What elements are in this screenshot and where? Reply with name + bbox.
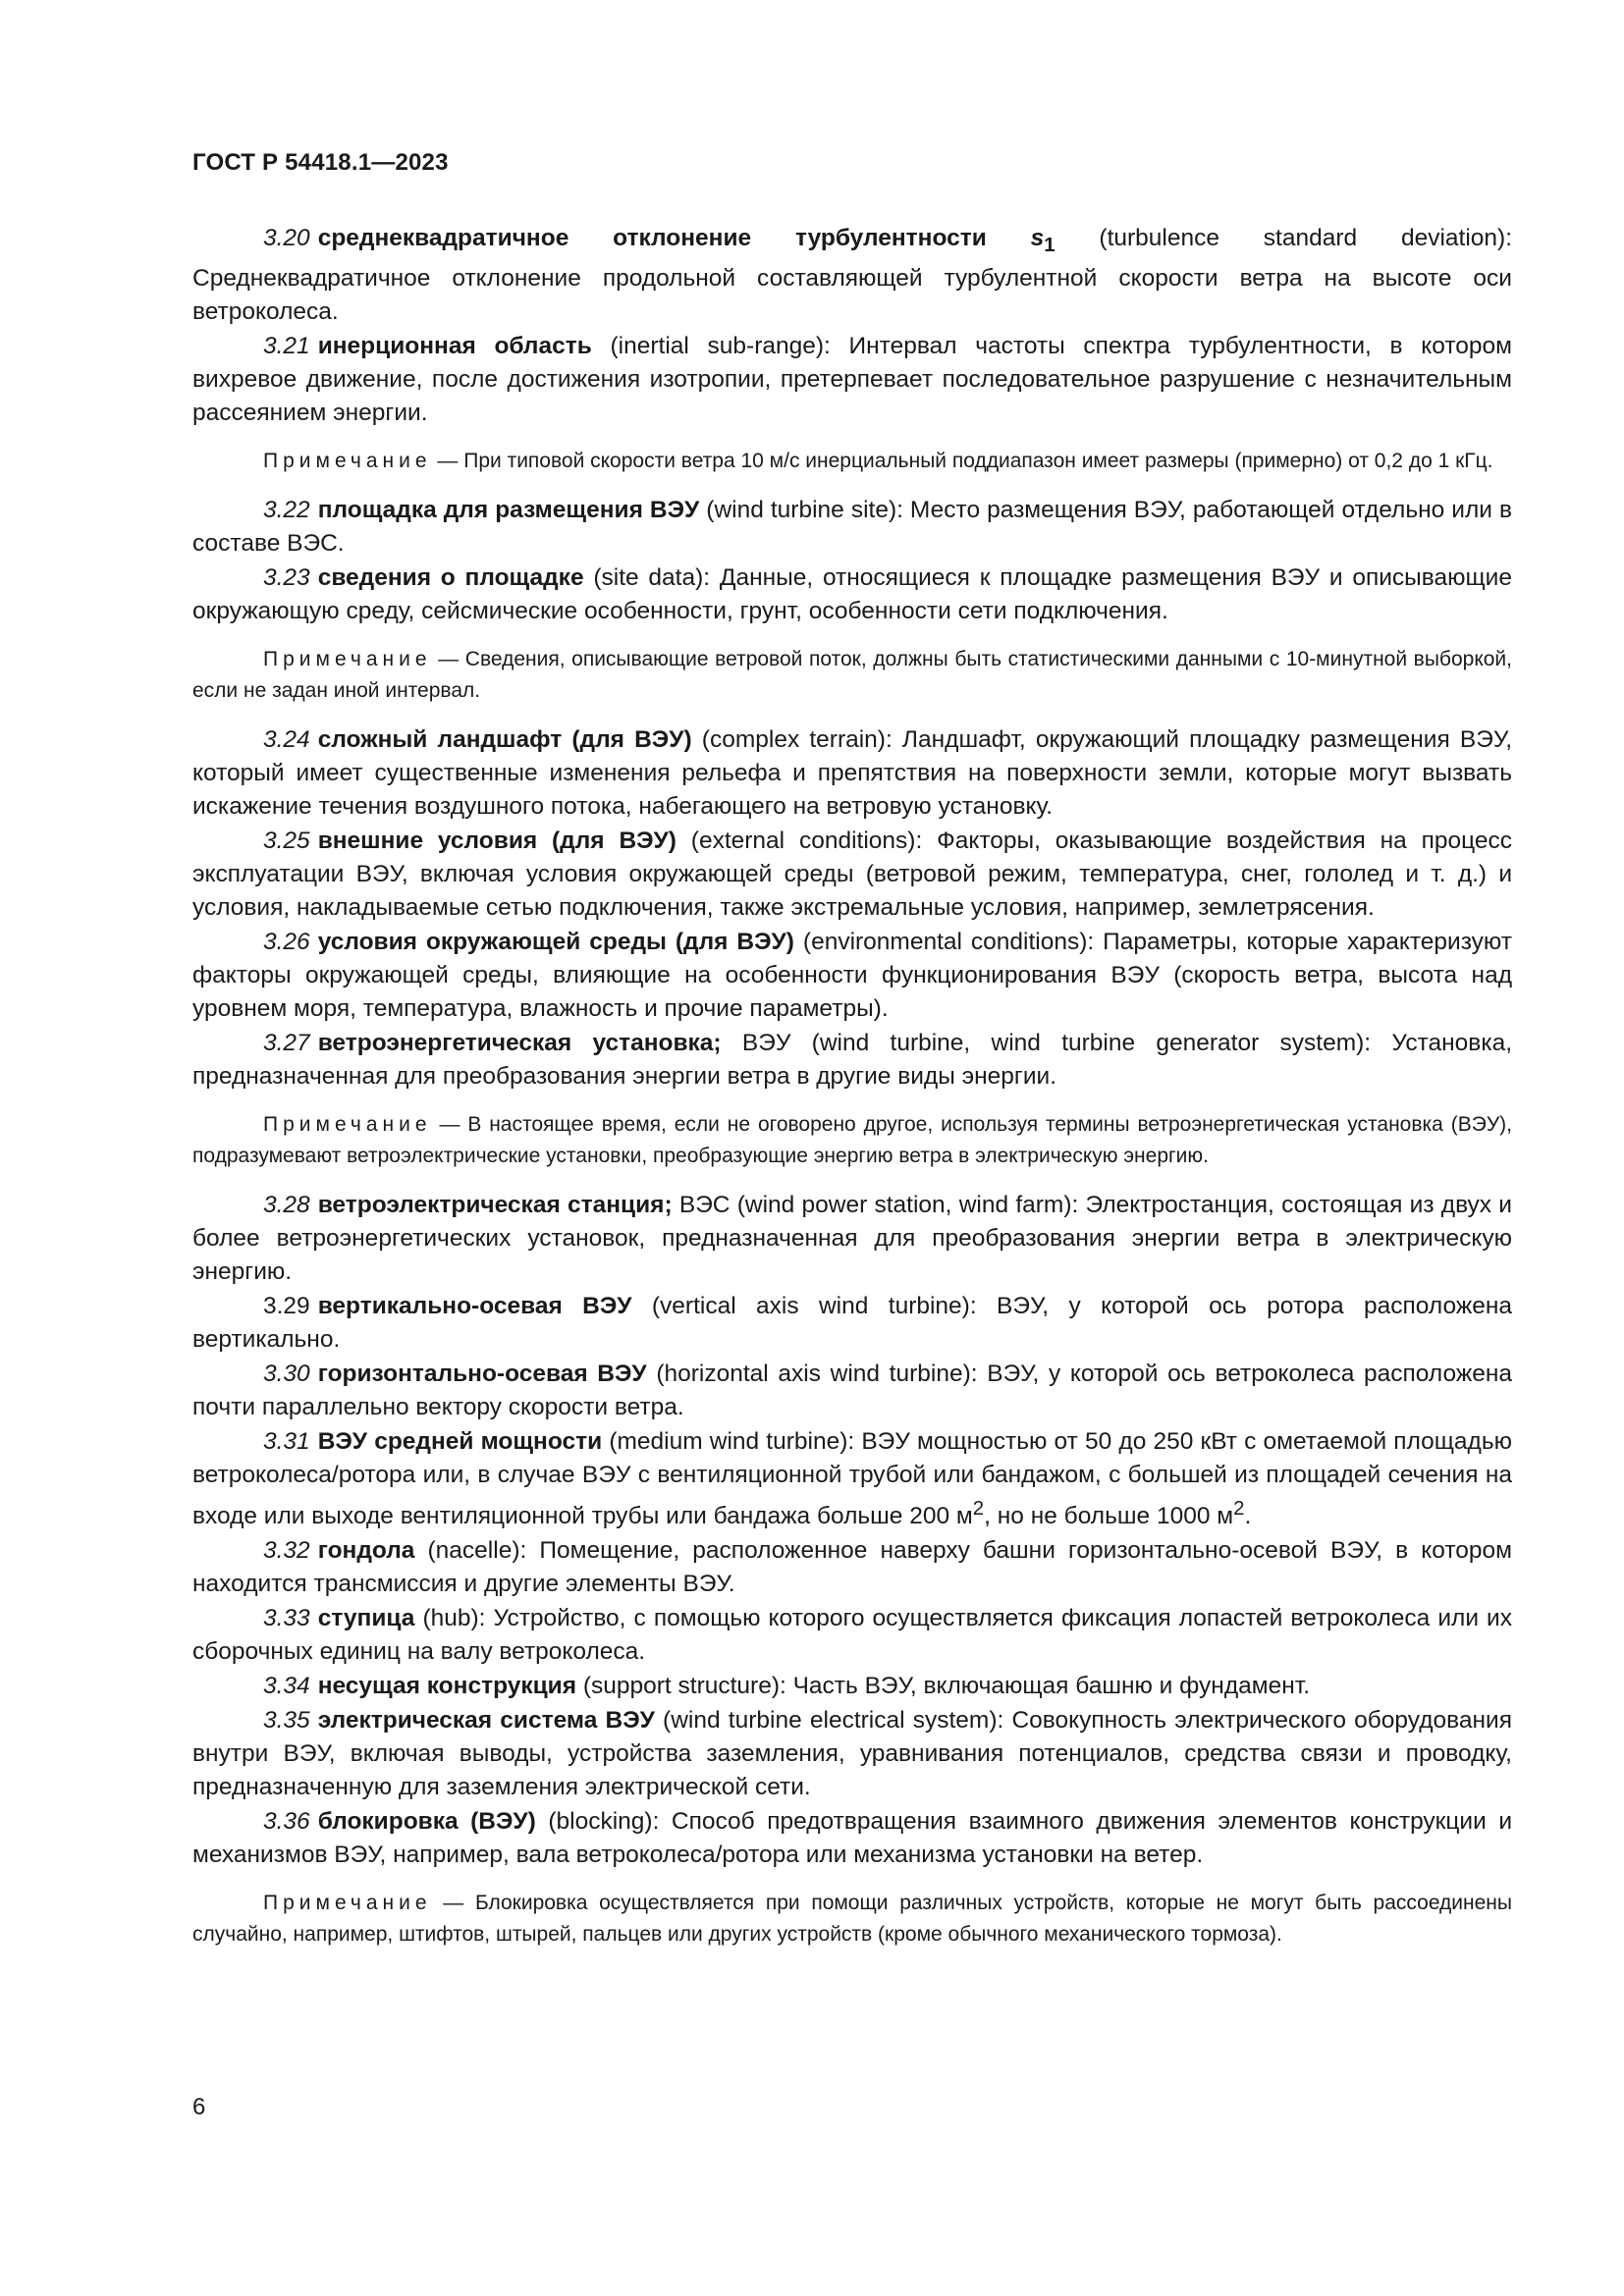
term-definition-cont: , но не больше 1000 м	[984, 1503, 1234, 1530]
note-text: — При типовой скорости ветра 10 м/с инерциальный поддиапазон имеет размеры (примерно) от 0,2 до 1 кГц.	[431, 449, 1493, 472]
note	[192, 1109, 1512, 1172]
term-number: 3.21	[263, 332, 310, 359]
term-entry	[192, 494, 1512, 561]
term-number: 3.24	[263, 725, 310, 753]
term-name: горизонтально-осевая ВЭУ	[317, 1360, 647, 1387]
term-entry	[192, 723, 1512, 824]
term-entry	[192, 825, 1512, 925]
term-name: несущая конструкция	[317, 1673, 577, 1700]
note	[192, 1888, 1512, 1950]
term-entry	[192, 1704, 1512, 1804]
note-label: Примечание	[263, 449, 432, 472]
term-definition: (horizontal axis wind turbine): ВЭУ, у которой ось ветроколеса расположена почти параллельно вектору скорости ветра.	[192, 1360, 1512, 1420]
term-number: 3.35	[263, 1707, 310, 1735]
term-definition: (wind turbine site): Место размещения ВЭУ, работающей отдельно или в составе ВЭС.	[192, 496, 1513, 557]
term-number: 3.31	[263, 1427, 310, 1455]
note	[192, 644, 1512, 707]
term-number: 3.27	[263, 1029, 310, 1056]
term-symbol-subscript: 1	[1044, 234, 1056, 256]
term-definition-end: .	[1244, 1503, 1252, 1530]
term-definition: (turbulence standard deviation): Среднеквадратичное отклонение продольной составляющей турбулентной скорости ветра на высоте оси ветроколеса.	[192, 225, 1512, 325]
term-entry	[192, 1602, 1512, 1669]
note-label: Примечание	[263, 1112, 432, 1136]
term-entry	[192, 1189, 1512, 1289]
note-text: — Блокировка осуществляется при помощи различных устройств, которые не могут быть рассоединены случайно, например, штифтов, штырей, пальцев или других устройств (кроме обычного механического тормоза).	[192, 1892, 1512, 1947]
term-number: 3.22	[263, 496, 310, 523]
term-name: сведения о площадке	[317, 563, 584, 591]
term-definition: (blocking): Способ предотвращения взаимного движения элементов конструкции и механизмов ВЭУ, например, вала ветроколеса/ротора или механизма установки на ветер.	[192, 1808, 1513, 1869]
document-id-header: ГОСТ Р 54418.1—2023	[192, 149, 449, 176]
term-name: площадка для размещения ВЭУ	[317, 496, 700, 523]
term-definition: (support structure): Часть ВЭУ, включающая башню и фундамент.	[576, 1673, 1311, 1700]
terms-content	[192, 222, 1512, 1967]
term-definition: (wind turbine electrical system): Совокупность электрического оборудования внутри ВЭУ, включая выводы, устройства заземления, уравнивания потенциалов, средства связи и проводку, предназначенную для заземления электрической сети.	[192, 1707, 1512, 1801]
term-name: гондола	[317, 1537, 415, 1565]
term-entry	[192, 1290, 1512, 1357]
term-definition: ВЭУ (wind turbine, wind turbine generator system): Установка, предназначенная для преобразования энергии ветра в другие виды энергии.	[192, 1029, 1513, 1090]
note-text: — В настоящее время, если не оговорено другое, используя термины ветроэнергетическая установка (ВЭУ), подразумевают ветроэлектрические установки, преобразующие энергию ветра в электрическую энергию.	[192, 1112, 1512, 1167]
term-name: блокировка (ВЭУ)	[317, 1808, 536, 1836]
superscript: 2	[1233, 1497, 1245, 1520]
term-number: 3.29	[263, 1292, 310, 1319]
term-entry	[192, 1027, 1512, 1094]
term-name: ступица	[317, 1605, 415, 1632]
term-number: 3.36	[263, 1808, 310, 1836]
term-number: 3.20	[263, 225, 310, 251]
term-entry	[192, 1670, 1512, 1703]
term-name: электрическая система ВЭУ	[317, 1707, 655, 1735]
term-number: 3.26	[263, 928, 310, 955]
term-name: ветроэнергетическая установка;	[317, 1029, 722, 1056]
term-name: вертикально-осевая ВЭУ	[317, 1292, 632, 1319]
term-symbol-letter: s	[1030, 225, 1045, 251]
term-definition: (external conditions): Факторы, оказывающие воздействия на процесс эксплуатации ВЭУ, включая условия окружающей среды (ветровой режим, температура, снег, гололед и т. д.) и условия, накладываемые сетью подключения, также экстремальные условия, например, землетрясения.	[192, 827, 1512, 921]
term-name: среднеквадратичное отклонение турбулентности	[317, 225, 1031, 251]
term-number: 3.23	[263, 563, 310, 591]
term-definition: (hub): Устройство, с помощью которого осуществляется фиксация лопастей ветроколеса или их сборочных единиц на валу ветроколеса.	[192, 1605, 1512, 1666]
term-definition: (site data): Данные, относящиеся к площадке размещения ВЭУ и описывающие окружающую среду, сейсмические особенности, грунт, особенности сети подключения.	[192, 563, 1512, 624]
term-name: условия окружающей среды (для ВЭУ)	[317, 928, 794, 955]
term-name: инерционная область	[317, 332, 592, 359]
term-symbol	[1030, 225, 1056, 256]
term-entry	[192, 1805, 1512, 1872]
term-entry	[192, 926, 1512, 1026]
term-entry	[192, 1534, 1512, 1601]
term-number: 3.30	[263, 1360, 310, 1387]
term-definition: (complex terrain): Ландшафт, окружающий площадку размещения ВЭУ, который имеет существенные изменения рельефа и препятствия на поверхности земли, которые могут вызвать искажение течения воздушного потока, набегающего на ветровую установку.	[192, 725, 1512, 820]
note-label: Примечание	[263, 1892, 432, 1915]
note	[192, 446, 1512, 477]
term-number: 3.32	[263, 1537, 310, 1565]
term-entry	[192, 330, 1512, 430]
term-entry	[192, 222, 1512, 329]
term-entry	[192, 1425, 1512, 1533]
term-definition: (environmental conditions): Параметры, которые характеризуют факторы окружающей среды, влияющие на особенности функционирования ВЭУ (скорость ветра, высота над уровнем моря, температура, влажность и прочие параметры).	[192, 928, 1512, 1022]
term-name: ветроэлектрическая станция;	[317, 1191, 673, 1218]
superscript: 2	[972, 1497, 985, 1520]
term-name: сложный ландшафт (для ВЭУ)	[317, 725, 692, 753]
note-label: Примечание	[263, 647, 432, 670]
term-name: внешние условия (для ВЭУ)	[317, 827, 677, 854]
term-name: ВЭУ средней мощности	[317, 1427, 603, 1455]
term-number: 3.33	[263, 1605, 310, 1632]
term-definition: (nacelle): Помещение, расположенное наверху башни горизонтально-осевой ВЭУ, в котором находится трансмиссия и другие элементы ВЭУ.	[192, 1537, 1512, 1598]
term-number: 3.25	[263, 827, 310, 854]
note-text: — Сведения, описывающие ветровой поток, должны быть статистическими данными с 10-минутной выборкой, если не задан иной интервал.	[192, 647, 1512, 702]
term-entry	[192, 1358, 1512, 1424]
term-definition: (inertial sub-range): Интервал частоты спектра турбулентности, в котором вихревое движение, после достижения изотропии, претерпевает последовательное разрушение с незначительным рассеянием энергии.	[192, 332, 1512, 426]
term-definition: ВЭС (wind power station, wind farm): Электростанция, состоящая из двух и более ветроэнергетических установок, предназначенная для преобразования энергии ветра в электрическую энергию.	[192, 1191, 1512, 1285]
page-number: 6	[192, 2094, 206, 2120]
term-number: 3.34	[263, 1673, 310, 1700]
term-definition: (medium wind turbine): ВЭУ мощностью от 50 до 250 кВт с ометаемой площадью ветроколеса/ротора или, в случае ВЭУ с вентиляционной трубой или бандажом, с большей из площадей сечения на входе или выходе вентиляционной трубы или бандажа больше 200 м	[192, 1427, 1512, 1530]
term-number: 3.28	[263, 1191, 310, 1218]
term-entry	[192, 561, 1512, 628]
term-definition: (vertical axis wind turbine): ВЭУ, у которой ось ротора расположена вертикально.	[192, 1292, 1512, 1353]
